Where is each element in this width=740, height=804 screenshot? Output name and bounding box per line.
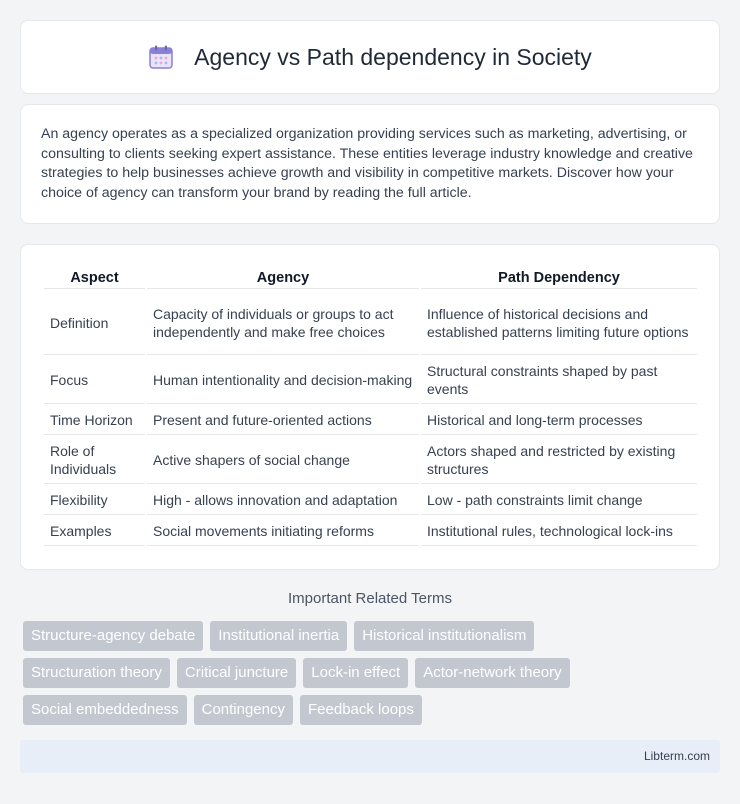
cell-agency: Social movements initiating reforms: [147, 517, 419, 546]
comparison-card: [20, 244, 720, 570]
column-header-path-dependency: Path Dependency: [421, 267, 697, 289]
related-term-tag[interactable]: Lock-in effect: [303, 658, 408, 688]
related-term-tag[interactable]: Structuration theory: [23, 658, 170, 688]
related-term-tag[interactable]: Feedback loops: [300, 695, 422, 725]
cell-aspect: Definition: [44, 291, 145, 355]
related-terms: [23, 621, 723, 732]
footer-brand-link[interactable]: Libterm.com: [643, 749, 710, 763]
related-term-tag[interactable]: Structure-agency debate: [23, 621, 203, 651]
table-row: [44, 291, 697, 355]
cell-path-dependency: Influence of historical decisions and established patterns limiting future options: [421, 291, 697, 355]
cell-aspect: Examples: [44, 517, 145, 546]
cell-agency: Active shapers of social change: [147, 437, 419, 484]
cell-aspect: Role of Individuals: [44, 437, 145, 484]
cell-agency: Capacity of individuals or groups to act independently and make free choices: [147, 291, 419, 355]
cell-path-dependency: Actors shaped and restricted by existing structures: [421, 437, 697, 484]
intro-text: An agency operates as a specialized organization providing services such as marketing, advertising, or consulting to clients seeking expert assistance. These entities leverage industry knowledge and creative strategies to help businesses achieve growth and visibility in competitive markets. Discover how your choice of agency can transform your brand by reading the full article.: [41, 126, 693, 201]
calendar-icon: [148, 44, 174, 70]
related-term-tag[interactable]: Contingency: [194, 695, 293, 725]
footer: [20, 740, 720, 773]
table-row: [44, 486, 697, 515]
related-term-tag[interactable]: Institutional inertia: [210, 621, 347, 651]
cell-path-dependency: Low - path constraints limit change: [421, 486, 697, 515]
cell-path-dependency: Historical and long-term processes: [421, 406, 697, 435]
related-term-tag[interactable]: Critical juncture: [177, 658, 296, 688]
comparison-table: [42, 265, 699, 548]
related-term-tag[interactable]: Actor-network theory: [415, 658, 569, 688]
cell-aspect: Time Horizon: [44, 406, 145, 435]
table-row: [44, 406, 697, 435]
cell-agency: High - allows innovation and adaptation: [147, 486, 419, 515]
page-header: [20, 20, 720, 94]
intro-card: [20, 104, 720, 224]
table-header-row: [44, 267, 697, 289]
related-term-tag[interactable]: Historical institutionalism: [354, 621, 534, 651]
cell-agency: Human intentionality and decision-making: [147, 357, 419, 404]
cell-path-dependency: Institutional rules, technological lock-ins: [421, 517, 697, 546]
table-row: [44, 437, 697, 484]
table-row: [44, 517, 697, 546]
page-title: Agency vs Path dependency in Society: [194, 43, 592, 70]
column-header-agency: Agency: [147, 267, 419, 289]
related-term-tag[interactable]: Social embeddedness: [23, 695, 187, 725]
table-row: [44, 357, 697, 404]
cell-agency: Present and future-oriented actions: [147, 406, 419, 435]
related-terms-title: Important Related Terms: [288, 590, 452, 607]
cell-aspect: Focus: [44, 357, 145, 404]
cell-aspect: Flexibility: [44, 486, 145, 515]
cell-path-dependency: Structural constraints shaped by past events: [421, 357, 697, 404]
column-header-aspect: Aspect: [44, 267, 145, 289]
